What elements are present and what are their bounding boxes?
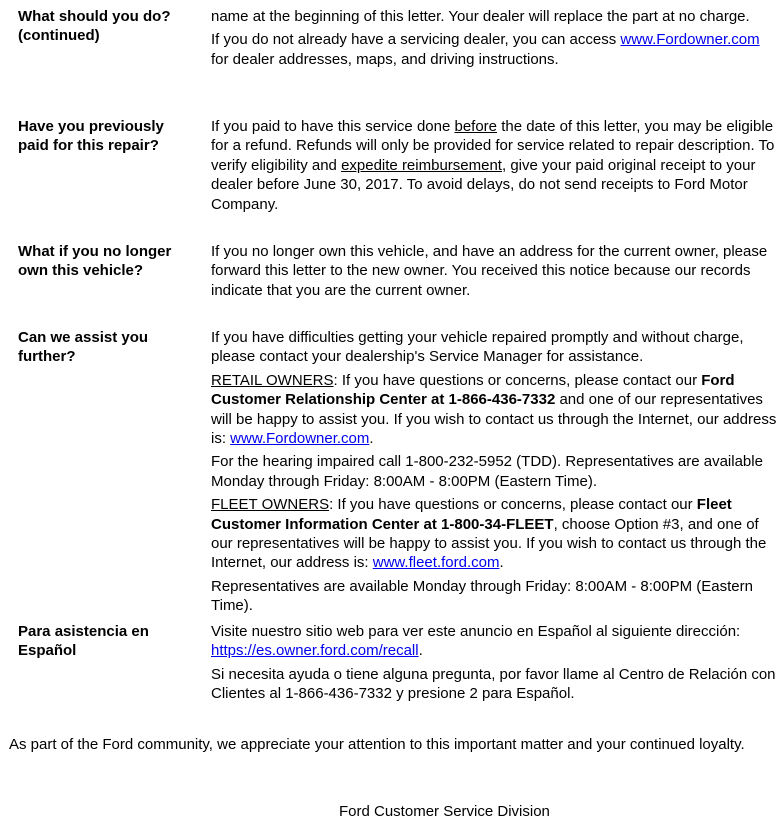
section-content bbox=[211, 117, 781, 214]
paragraph: For the hearing impaired call 1-800-232-5952 (TDD). Representatives are available Monday through Friday: 8:00AM - 8:00PM (Eastern Time). bbox=[211, 453, 763, 490]
paragraph-text: the date of this letter, you may be eligible for a refund. Refunds will only be provided for service related to repair description. To verify eligibility and bbox=[211, 118, 775, 174]
paragraph bbox=[211, 117, 781, 214]
section-label: What should you do? (continued) bbox=[18, 8, 171, 45]
signature: Ford Customer Service Division bbox=[339, 803, 550, 820]
paragraph-text: : If you have questions or concerns, please contact our bbox=[333, 371, 702, 389]
paragraph-text: If you paid to have this service done bbox=[211, 118, 455, 135]
paragraph-text: . bbox=[369, 430, 374, 448]
paragraph: name at the beginning of this letter. Your dealer will replace the part at no charge. bbox=[211, 8, 750, 25]
paragraph-text: and one of our representatives will be happy to assist you. If you wish to contact us through the Internet, our address is: bbox=[211, 391, 777, 448]
paragraph bbox=[211, 30, 781, 69]
section-label: Can we assist you further? bbox=[18, 329, 149, 366]
paragraph-text: , give your paid original receipt to your dealer before June 30, 2017. To avoid delays, do not send receipts to Ford Motor Company. bbox=[211, 156, 756, 213]
section-content bbox=[211, 242, 781, 300]
paragraph: If you no longer own this vehicle, and have an address for the current owner, please forward this letter to the new owner. You received this notice because our records indicate that you are the current owner. bbox=[211, 243, 768, 299]
paragraph-text: . bbox=[499, 554, 504, 572]
section-label: What if you no longer own this vehicle? bbox=[18, 243, 172, 280]
section-label: Have you previously paid for this repair? bbox=[18, 118, 164, 155]
paragraph bbox=[211, 622, 781, 661]
section-content bbox=[211, 328, 781, 616]
fordowner-link[interactable]: www.Fordowner.com bbox=[620, 31, 760, 49]
underlined-text: before bbox=[454, 118, 498, 135]
retail-owners-heading: RETAIL OWNERS bbox=[211, 371, 334, 389]
paragraph: Representatives are available Monday through Friday: 8:00AM - 8:00PM (Eastern Time). bbox=[211, 577, 753, 615]
fleet-information-center: Fleet Customer Information Center at 1-800-34-FLEET bbox=[211, 496, 732, 533]
underlined-text: expedite reimbursement bbox=[341, 156, 502, 174]
paragraph: Si necesita ayuda o tiene alguna pregunta, por favor llame al Centro de Relación con Clientes al 1-866-436-7332 y presione 2 para Español. bbox=[211, 665, 776, 703]
fleet-ford-link[interactable]: www.fleet.ford.com bbox=[372, 554, 500, 572]
paragraph-text: for dealer addresses, maps, and driving instructions. bbox=[211, 50, 559, 68]
fordowner-link[interactable]: www.Fordowner.com bbox=[230, 430, 370, 448]
paragraph-text: . bbox=[418, 642, 423, 660]
retail-owners-paragraph bbox=[211, 371, 781, 449]
paragraph-text: , choose Option #3, and one of our representatives will be happy to assist you. If you wish to contact us through the Internet, our address is: bbox=[211, 515, 767, 572]
section-content bbox=[211, 7, 781, 69]
paragraph-text: If you do not already have a servicing dealer, you can access bbox=[211, 31, 621, 49]
customer-relationship-center: Ford Customer Relationship Center at 1-866-436-7332 bbox=[211, 371, 735, 409]
section-content bbox=[211, 622, 781, 704]
fleet-owners-paragraph bbox=[211, 495, 781, 573]
closing-paragraph: As part of the Ford community, we appreciate your attention to this important matter and your continued loyalty. bbox=[9, 736, 745, 753]
fleet-owners-heading: FLEET OWNERS bbox=[211, 496, 330, 514]
section-label: Para asistencia en Español bbox=[18, 623, 149, 660]
paragraph-text: Visite nuestro sitio web para ver este anuncio en Español al siguiente dirección: bbox=[211, 623, 741, 640]
paragraph-text: : If you have questions or concerns, please contact our bbox=[329, 496, 697, 514]
spanish-recall-link[interactable]: https://es.owner.ford.com/recall bbox=[211, 642, 419, 660]
paragraph: If you have difficulties getting your vehicle repaired promptly and without charge, please contact your dealership's Service Manager for assistance. bbox=[211, 329, 744, 366]
